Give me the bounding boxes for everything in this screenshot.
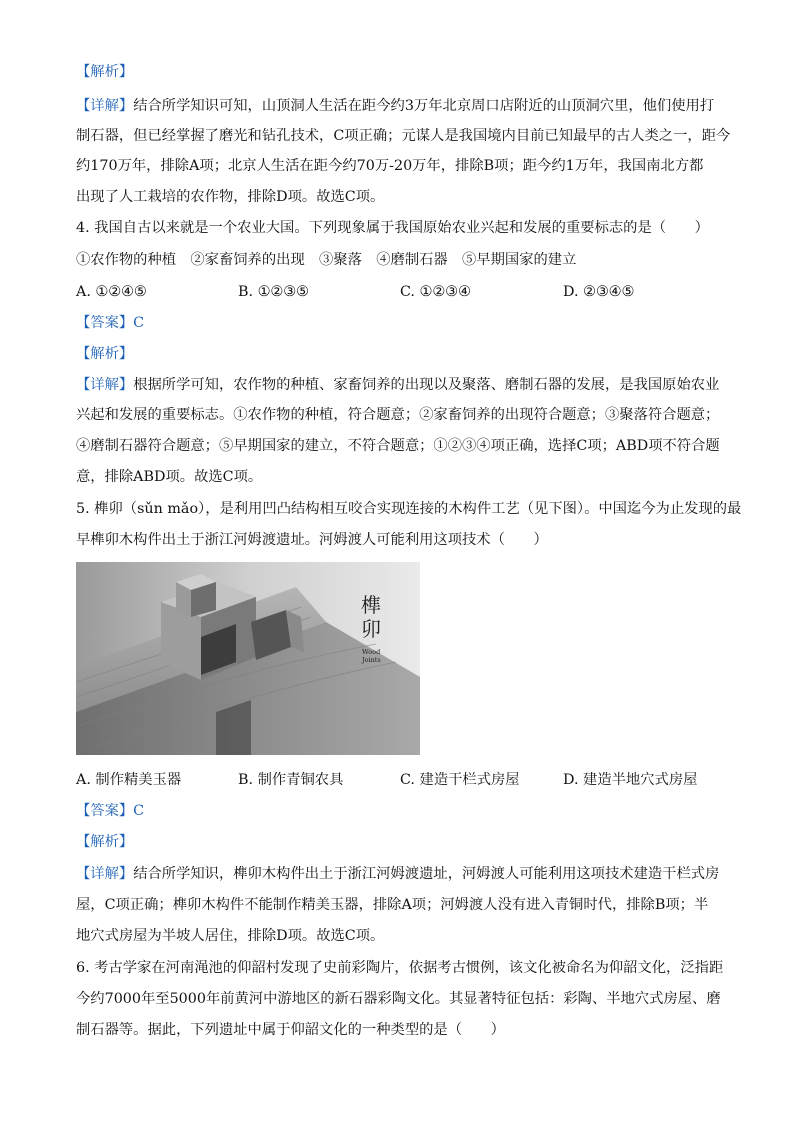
figure-title-char: 榫 — [361, 593, 381, 617]
detail-paragraph-line: ④磨制石器符合题意；⑤早期国家的建立，不符合题意；①②③④项正确，选择C项；ABD项不符合题 — [76, 438, 720, 454]
option-a: A. 制作精美玉器 — [76, 772, 182, 788]
detail-paragraph-line: 地穴式房屋为半坡人居住，排除D项。故选C项。 — [76, 928, 385, 944]
detail-paragraph-line: 出现了人工栽培的农作物，排除D项。故选C项。 — [76, 189, 385, 205]
option-b: B. 制作青铜农具 — [238, 772, 344, 788]
question-6-stem: 制石器等。据此，下列遗址中属于仰韶文化的一种类型的是（ ） — [76, 1022, 505, 1038]
answer-label: 【答案】C — [76, 315, 145, 331]
option-d: D. ②③④⑤ — [563, 284, 635, 300]
detail-paragraph-line: 约170万年，排除A项；北京人生活在距今约70万-20万年，排除B项；距今约1万年，我国南北方都 — [76, 158, 704, 174]
detail-paragraph-line: 制石器，但已经掌握了磨光和钻孔技术，C项正确；元谋人是我国境内目前已知最早的古人类之一，距今 — [76, 128, 731, 144]
option-b: B. ①②③⑤ — [238, 284, 309, 300]
question-5-stem: 早榫卯木构件出土于浙江河姆渡遗址。河姆渡人可能利用这项技术（ ） — [76, 532, 548, 548]
option-c: C. 建造干栏式房屋 — [400, 772, 520, 788]
question-4-stem: 4. 我国自古以来就是一个农业大国。下列现象属于我国原始农业兴起和发展的重要标志的是（ ） — [76, 220, 709, 236]
question-6-stem: 今约7000年至5000年前黄河中游地区的新石器彩陶文化。其显著特征包括：彩陶、半地穴式房屋、磨 — [76, 991, 721, 1007]
analysis-label: 【解析】 — [76, 64, 134, 80]
answer-label: 【答案】C — [76, 803, 145, 819]
option-c: C. ①②③④ — [400, 284, 471, 300]
detail-label: 【详解】 — [76, 866, 134, 882]
detail-label: 【详解】 — [76, 377, 134, 393]
detail-paragraph-line: 兴起和发展的重要标志。①农作物的种植，符合题意；②家畜饲养的出现符合题意；③聚落符合题意； — [76, 407, 720, 423]
option-d: D. 建造半地穴式房屋 — [563, 772, 698, 788]
figure-subtitle: Joints — [362, 656, 381, 664]
detail-paragraph-line: 意，排除ABD项。故选C项。 — [76, 469, 263, 485]
analysis-label: 【解析】 — [76, 346, 134, 362]
wood-joint-photo — [76, 562, 420, 755]
figure-title-char: 卯 — [361, 617, 381, 641]
detail-paragraph-line: 【详解】结合所学知识，榫卯木构件出土于浙江河姆渡遗址，河姆渡人可能利用这项技术建造干栏式房 — [76, 866, 720, 882]
option-a: A. ①②④⑤ — [76, 284, 147, 300]
wood-joint-illustration — [76, 562, 420, 755]
detail-paragraph-line: 【详解】结合所学知识可知，山顶洞人生活在距今约3万年北京周口店附近的山顶洞穴里，他们使用打 — [76, 98, 715, 114]
question-6-stem: 6. 考古学家在河南渑池的仰韶村发现了史前彩陶片，依据考古惯例，该文化被命名为仰韶文化，泛指距 — [76, 960, 724, 976]
figure-subtitle: Wood — [362, 648, 381, 656]
question-4-items: ①农作物的种植 ②家畜饲养的出现 ③聚落 ④磨制石器 ⑤早期国家的建立 — [76, 252, 577, 268]
detail-paragraph-line: 【详解】根据所学可知，农作物的种植、家畜饲养的出现以及聚落、磨制石器的发展，是我国原始农业 — [76, 377, 720, 393]
detail-label: 【详解】 — [76, 98, 134, 114]
analysis-label: 【解析】 — [76, 834, 134, 850]
detail-paragraph-line: 屋，C项正确；榫卯木构件不能制作精美玉器，排除A项；河姆渡人没有进入青铜时代，排除B项；半 — [76, 897, 709, 913]
question-5-stem: 5. 榫卯（sǔn mǎo），是利用凹凸结构相互咬合实现连接的木构件工艺（见下图）。中国迄今为止发现的最 — [76, 501, 742, 517]
